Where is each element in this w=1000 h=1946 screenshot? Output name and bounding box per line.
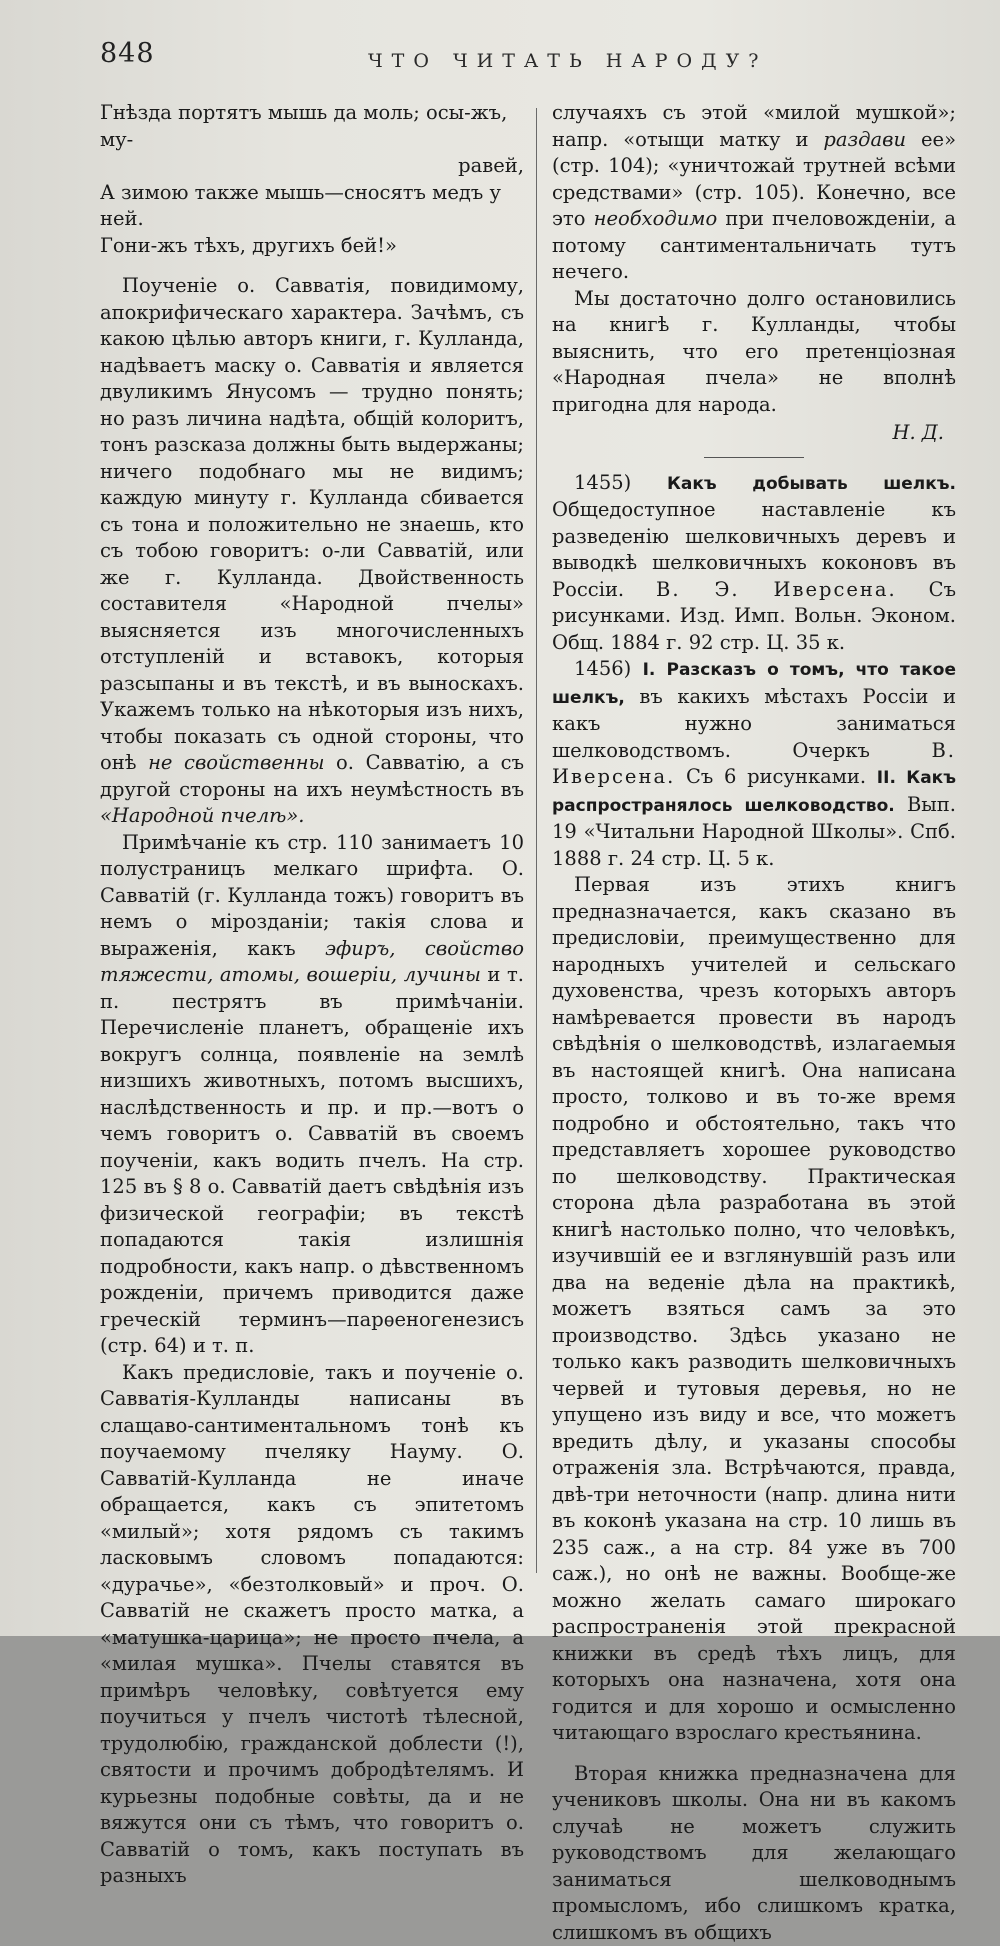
text-run: Вып. 19 «Читальни Народной Школы». Спб. 1888 г. 24 стр. Ц. 5 к. [552, 793, 956, 870]
text-run: въ какихъ мѣстахъ Россіи и какъ нужно заниматься шелководствомъ. Очеркъ [552, 685, 956, 762]
entry-title: I. Разсказъ о томъ, что такое шелкъ, [552, 660, 956, 708]
running-title: ЧТО ЧИТАТЬ НАРОДУ? [368, 50, 768, 72]
paragraph [100, 273, 524, 830]
bibliography-entry [552, 656, 956, 872]
signature: Н. Д. [552, 420, 956, 447]
text-run: ее» (стр. 104); «уничтожай трутней всѣми средствами» (стр. 105). Конечно, все это [552, 128, 956, 231]
column-divider [536, 108, 537, 1573]
entry-number: 1455) [574, 471, 631, 494]
text-run: о. Савватію, а съ другой стороны на ихъ неумѣстность въ [100, 751, 524, 801]
bibliography-entry [552, 470, 956, 657]
verse-quote [100, 100, 524, 259]
text-run: Примѣчаніе къ стр. 110 занимаетъ 10 полустраницъ мелкаго шрифта. О. Савватій (г. Кулланда тожъ) говоритъ въ немъ о мірозданіи; такія слова и выраженія, какъ [100, 831, 524, 960]
text-run: Поученіе о. Савватія, повидимому, апокрифическаго характера. Зачѣмъ, съ какою цѣлью авторъ книги, г. Кулланда, надѣваетъ маску о. Савватія и является двуликимъ Янусомъ — трудно понять; но разъ личина надѣта, общій колоритъ, тонъ разсказа должны быть выдержаны; ничего подобнаго мы не видимъ; каждую минуту г. Кулланда сбивается съ тона и положительно не знаешь, кто съ тобою говоритъ: о-ли Савватій, или же г. Кулланда. Двойственность составителя «Народной пчелы» выясняется изъ многочисленныхъ отступленій и вставокъ, которыя разсыпаны и въ текстѣ, и въ выноскахъ. Укажемъ только на нѣкоторыя изъ нихъ, чтобы показать съ одной стороны, что онѣ [100, 274, 524, 774]
left-column [100, 100, 524, 1890]
text-run: Съ 6 рисунками. [675, 765, 877, 788]
paragraph: Первая изъ этихъ книгъ предназначается, какъ сказано въ предисловіи, преимущественно для народныхъ учителей и сельскаго духовенства, чрезъ которыхъ авторъ намѣревается провести въ народъ свѣдѣнія о шелководствѣ, излагаемыя въ настоящей книгѣ. Она написана просто, толково и въ то-же время подробно и обстоятельно, такъ что представляетъ хорошее руководство по шелководству. Практическая сторона дѣла разработана въ этой книгѣ настолько полно, что человѣкъ, изучившій ее и взглянувшій разъ или два на веденіе дѣла на практикѣ, можетъ взяться самъ за это производство. Здѣсь указано не только какъ разводить шелковичныхъ червей и тутовыя деревья, но не упущено изъ виду и все, что можетъ вредить дѣлу, и указаны способы отраженія зла. Встрѣчаются, правда, двѣ-три неточности (напр. длина нити въ коконѣ указана на стр. 10 лишь въ 235 саж., а на стр. 84 уже въ 700 саж.), но онѣ не важны. Вообще-же можно желать самаго широкаго распространенія этой прекрасной книжки въ средѣ тѣхъ лицъ, для которыхъ она назначена, хотя она годится и для хорошо и осмысленно читающаго взрослаго крестьянина. [552, 872, 956, 1747]
italic-text: не свойственны [148, 751, 324, 774]
paragraph [552, 100, 956, 286]
italic-text: необходимо [594, 207, 718, 230]
text-run: и т. п. пестрятъ въ примѣчаніи. Перечисленіе планетъ, обращеніе ихъ вокругъ солнца, появленіе на землѣ низшихъ животныхъ, потомъ высшихъ, наслѣдственность и пр. и пр.—вотъ о чемъ говоритъ о. Савватій въ своемъ поученіи, какъ водить пчелъ. На стр. 125 въ § 8 о. Савватій даетъ свѣдѣнія изъ физической географіи; въ текстѣ попадаются такія излишнія подробности, какъ напр. о дѣвственномъ рожденіи, причемъ приводится даже греческій терминъ—парѳеногенезисъ (стр. 64) и т. п. [100, 963, 524, 1357]
italic-text: «Народной пчелѣ». [100, 804, 304, 827]
verse-line: равей, [100, 153, 524, 180]
text-run: случаяхъ съ этой «милой мушкой»; напр. «отыщи матку и [552, 101, 956, 151]
verse-line: Гнѣзда портятъ мышь да моль; осы-жъ, му- [100, 100, 524, 153]
italic-text: эфиръ, свойство тяжести, атомы, вошеріи, лучины [100, 937, 524, 987]
right-column [552, 100, 956, 1946]
text-run: Общедоступное наставленіе къ разведенію шелковичныхъ деревъ и выводкѣ шелковичныхъ коконовъ въ Россіи. [552, 498, 956, 601]
paragraph: Вторая книжка предназначена для учениковъ школы. Она ни въ какомъ случаѣ не можетъ служить руководствомъ для желающаго заниматься шелководнымъ промысломъ, ибо слишкомъ кратка, слишкомъ въ общихъ [552, 1761, 956, 1946]
entry-title: II. Какъ распространялось шелководство. [552, 768, 956, 816]
entry-author: В. Э. Иверсена. [656, 578, 897, 601]
section-divider [704, 457, 804, 458]
page-header [100, 38, 962, 78]
paragraph: Мы достаточно долго остановились на книгѣ г. Кулланды, чтобы выяснить, что его претенціозная «Народная пчела» не вполнѣ пригодна для народа. [552, 286, 956, 419]
entry-author: В. Иверсена. [552, 739, 956, 789]
entry-title: Какъ добывать шелкъ. [667, 474, 956, 494]
entry-number: 1456) [574, 657, 631, 680]
text-run: при пчеловожденіи, а потому сантиментальничать тутъ нечего. [552, 207, 956, 283]
paragraph [100, 830, 524, 1360]
text-run: Съ рисунками. Изд. Имп. Вольн. Эконом. Общ. 1884 г. 92 стр. Ц. 35 к. [552, 578, 956, 654]
paragraph: Какъ предисловіе, такъ и поученіе о. Савватія-Кулланды написаны въ слащаво-сантиментальномъ тонѣ къ поучаемому пчеляку Науму. О. Савватій-Кулланда не иначе обращается, какъ съ эпитетомъ «милый»; хотя рядомъ съ такимъ ласковымъ словомъ попадаются: «дурачье», «безтолковый» и проч. О. Савватій не скажетъ просто матка, а «матушка-царица»; не просто пчела, а «милая мушка». Пчелы ставятся въ примѣръ человѣку, совѣтуется ему поучиться у пчелъ чистотѣ тѣлесной, трудолюбію, гражданской доблести (!), святости и прочимъ добродѣтелямъ. И курьезны подобные совѣты, да и не вяжутся они съ тѣмъ, что говоритъ о. Савватій о томъ, какъ поступать въ разныхъ [100, 1360, 524, 1890]
verse-line: Гони-жъ тѣхъ, другихъ бей!» [100, 233, 524, 260]
page-number: 848 [100, 38, 155, 69]
verse-line: А зимою также мышь—сносятъ медъ у ней. [100, 180, 524, 233]
italic-text: раздави [823, 128, 906, 151]
